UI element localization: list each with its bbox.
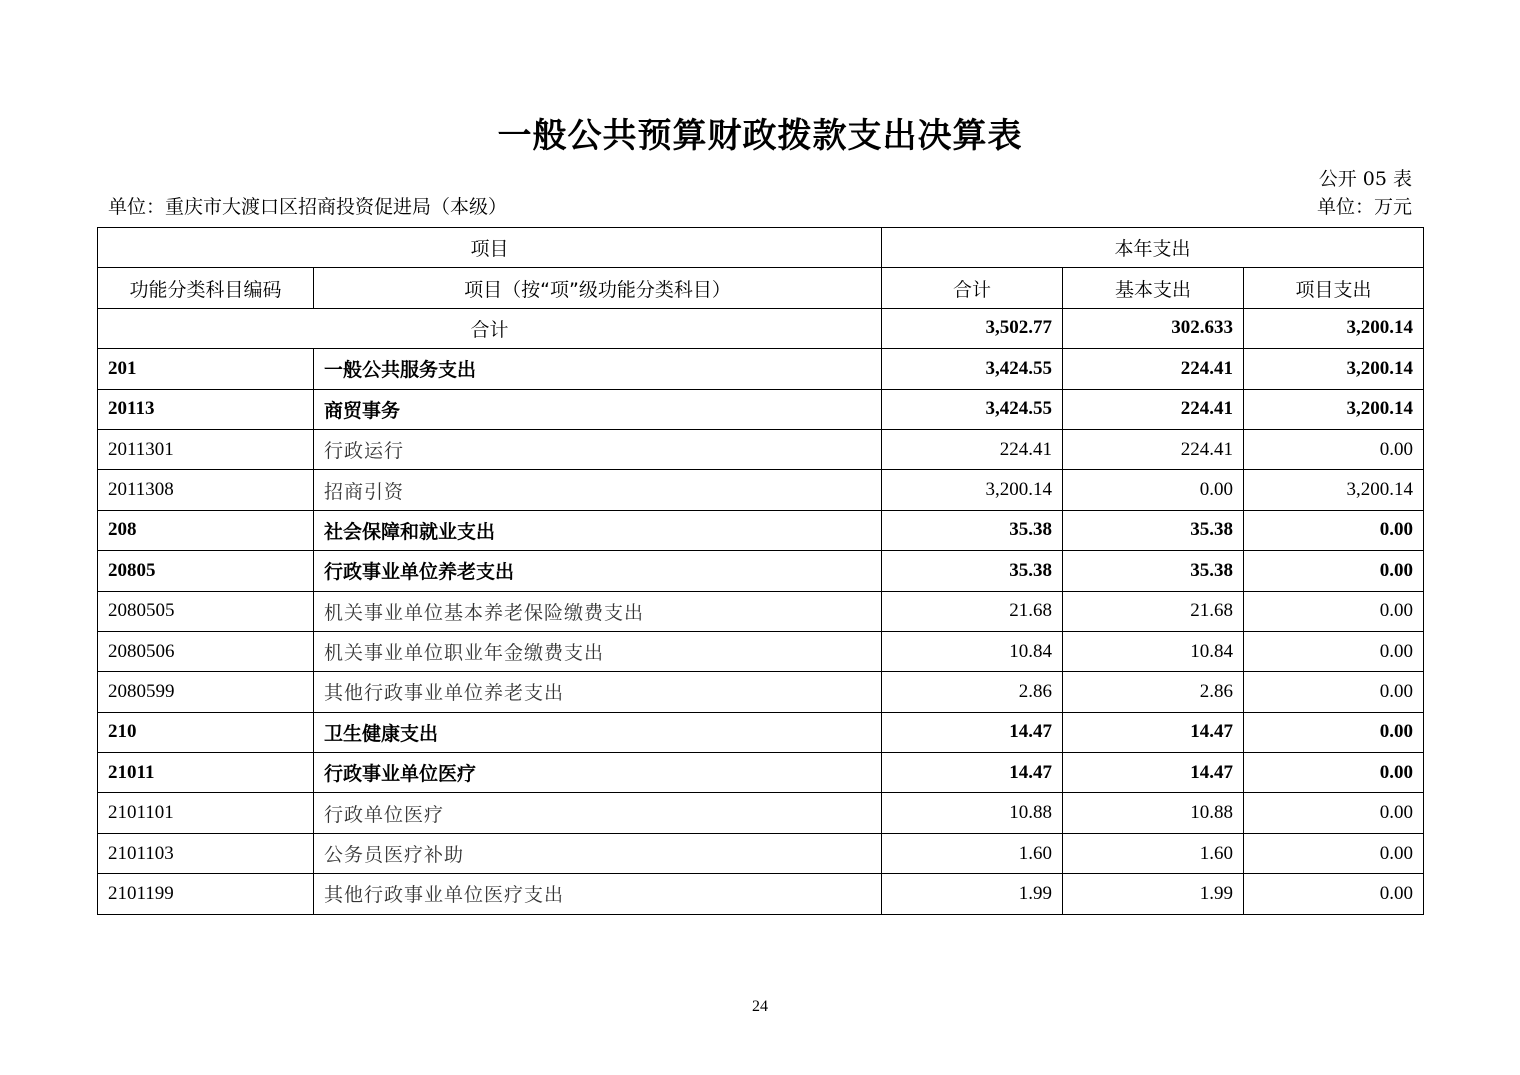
row-basic: 224.41 [1063,349,1244,389]
row-code: 201 [98,349,314,389]
row-total: 3,424.55 [882,389,1063,429]
row-total: 224.41 [882,429,1063,469]
row-total: 10.88 [882,793,1063,833]
unit-currency: 单位：万元 [1316,196,1412,218]
table-row [98,833,1424,873]
row-code: 20805 [98,551,314,591]
row-name: 社会保障和就业支出 [314,510,882,550]
row-code: 2101103 [98,833,314,873]
row-total: 1.99 [882,874,1063,914]
header-row-2 [98,268,1424,308]
row-code: 2101199 [98,874,314,914]
row-basic: 10.88 [1063,793,1244,833]
row-basic: 10.84 [1063,631,1244,671]
header-basic: 基本支出 [1063,268,1244,308]
unit-organization: 单位：重庆市大渡口区招商投资促进局（本级） [108,196,508,218]
header-row-1 [98,228,1424,268]
row-code: 2080505 [98,591,314,631]
table-row [98,793,1424,833]
row-basic: 1.99 [1063,874,1244,914]
total-row [98,308,1424,348]
row-name: 卫生健康支出 [314,712,882,752]
row-total: 14.47 [882,712,1063,752]
page-title: 一般公共预算财政拨款支出决算表 [497,116,1023,156]
row-project: 0.00 [1244,793,1424,833]
table-row [98,389,1424,429]
row-project: 0.00 [1244,591,1424,631]
row-code: 21011 [98,753,314,793]
row-project: 0.00 [1244,672,1424,712]
row-basic: 14.47 [1063,753,1244,793]
total-total: 3,502.77 [882,308,1063,348]
row-name: 招商引资 [314,470,882,510]
row-name: 其他行政事业单位养老支出 [314,672,882,712]
row-project: 0.00 [1244,510,1424,550]
form-number: 公开 05 表 [1318,168,1412,190]
row-total: 35.38 [882,510,1063,550]
row-code: 2011301 [98,429,314,469]
row-basic: 224.41 [1063,389,1244,429]
row-project: 0.00 [1244,631,1424,671]
row-basic: 0.00 [1063,470,1244,510]
row-total: 3,424.55 [882,349,1063,389]
expenditure-table [97,227,1424,915]
row-name: 其他行政事业单位医疗支出 [314,874,882,914]
row-basic: 2.86 [1063,672,1244,712]
total-project: 3,200.14 [1244,308,1424,348]
row-project: 0.00 [1244,874,1424,914]
row-basic: 224.41 [1063,429,1244,469]
row-basic: 14.47 [1063,712,1244,752]
row-project: 0.00 [1244,429,1424,469]
total-basic: 302.633 [1063,308,1244,348]
row-total: 35.38 [882,551,1063,591]
row-name: 行政事业单位医疗 [314,753,882,793]
table-row [98,551,1424,591]
row-code: 2080599 [98,672,314,712]
row-code: 210 [98,712,314,752]
row-code: 20113 [98,389,314,429]
row-total: 1.60 [882,833,1063,873]
row-basic: 1.60 [1063,833,1244,873]
row-total: 21.68 [882,591,1063,631]
table-row [98,631,1424,671]
header-current-year: 本年支出 [882,228,1424,268]
row-name: 公务员医疗补助 [314,833,882,873]
header-total: 合计 [882,268,1063,308]
row-name: 行政单位医疗 [314,793,882,833]
header-name: 项目（按“项”级功能分类科目） [314,268,882,308]
header-project-expense: 项目支出 [1244,268,1424,308]
row-total: 14.47 [882,753,1063,793]
table-row [98,712,1424,752]
row-project: 0.00 [1244,753,1424,793]
table-row [98,429,1424,469]
row-basic: 21.68 [1063,591,1244,631]
row-name: 机关事业单位基本养老保险缴费支出 [314,591,882,631]
row-name: 一般公共服务支出 [314,349,882,389]
row-project: 0.00 [1244,551,1424,591]
row-total: 2.86 [882,672,1063,712]
row-project: 3,200.14 [1244,470,1424,510]
row-code: 2080506 [98,631,314,671]
row-code: 2011308 [98,470,314,510]
row-name: 行政事业单位养老支出 [314,551,882,591]
table-row [98,753,1424,793]
table-row [98,470,1424,510]
row-name: 机关事业单位职业年金缴费支出 [314,631,882,671]
row-basic: 35.38 [1063,551,1244,591]
row-total: 10.84 [882,631,1063,671]
row-code: 208 [98,510,314,550]
row-basic: 35.38 [1063,510,1244,550]
row-code: 2101101 [98,793,314,833]
table-row [98,672,1424,712]
header-project: 项目 [98,228,882,268]
row-name: 商贸事务 [314,389,882,429]
row-total: 3,200.14 [882,470,1063,510]
table-row [98,510,1424,550]
row-name: 行政运行 [314,429,882,469]
row-project: 0.00 [1244,712,1424,752]
row-project: 3,200.14 [1244,389,1424,429]
table-row [98,874,1424,914]
page-number: 24 [752,998,768,1015]
header-code: 功能分类科目编码 [98,268,314,308]
total-label: 合计 [98,308,882,348]
row-project: 3,200.14 [1244,349,1424,389]
row-project: 0.00 [1244,833,1424,873]
table-row [98,349,1424,389]
table-row [98,591,1424,631]
